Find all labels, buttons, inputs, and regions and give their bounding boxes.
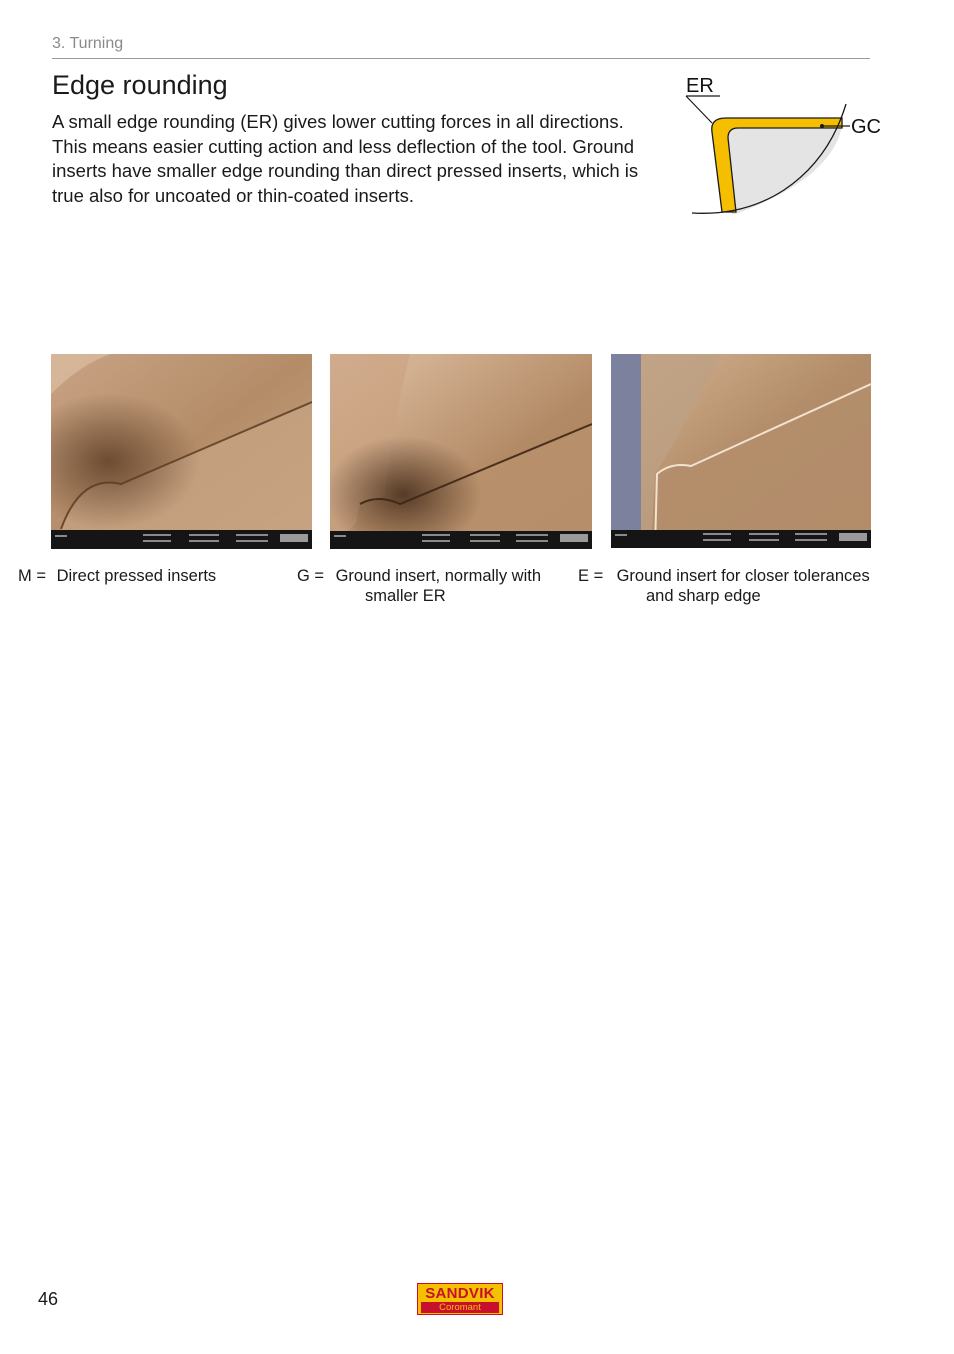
direct-pressed-insert-photo (51, 354, 312, 549)
intro-paragraph: A small edge rounding (ER) gives lower cutting forces in all directions. This means easier cutting action and less deflection of the tool. Ground inserts have smaller edge rounding than direct pressed inserts, which is true also for uncoated or thin-coated inserts. (52, 111, 639, 206)
caption-text: Ground insert for closer tolerances and sharp edge (616, 567, 870, 605)
section-label: 3. Turning (52, 35, 124, 52)
logo-sub: Coromant (421, 1302, 499, 1313)
caption-text: Direct pressed inserts (56, 567, 217, 585)
logo-brand: SANDVIK (425, 1285, 495, 1302)
sandvik-coromant-logo (417, 1283, 503, 1315)
page-number: 46 (38, 1289, 59, 1309)
er-label: ER (686, 75, 714, 97)
sharp-edge-insert-photo (611, 354, 871, 548)
edge-rounding-diagram (684, 70, 894, 220)
caption-g: G = Ground insert, normally with smaller ER (297, 567, 542, 605)
header-rule (52, 58, 870, 59)
gc-leader-dot (820, 124, 824, 128)
caption-text: Ground insert, normally with smaller ER (335, 567, 542, 605)
caption-m: M = Direct pressed inserts (18, 567, 217, 585)
er-leader-line (686, 96, 720, 123)
caption-e: E = Ground insert for closer tolerances and sharp edge (578, 567, 870, 605)
ground-insert-photo (330, 354, 592, 549)
gc-label: GC (851, 116, 881, 138)
page-title: Edge rounding (52, 70, 228, 100)
insert-substrate (728, 126, 842, 214)
